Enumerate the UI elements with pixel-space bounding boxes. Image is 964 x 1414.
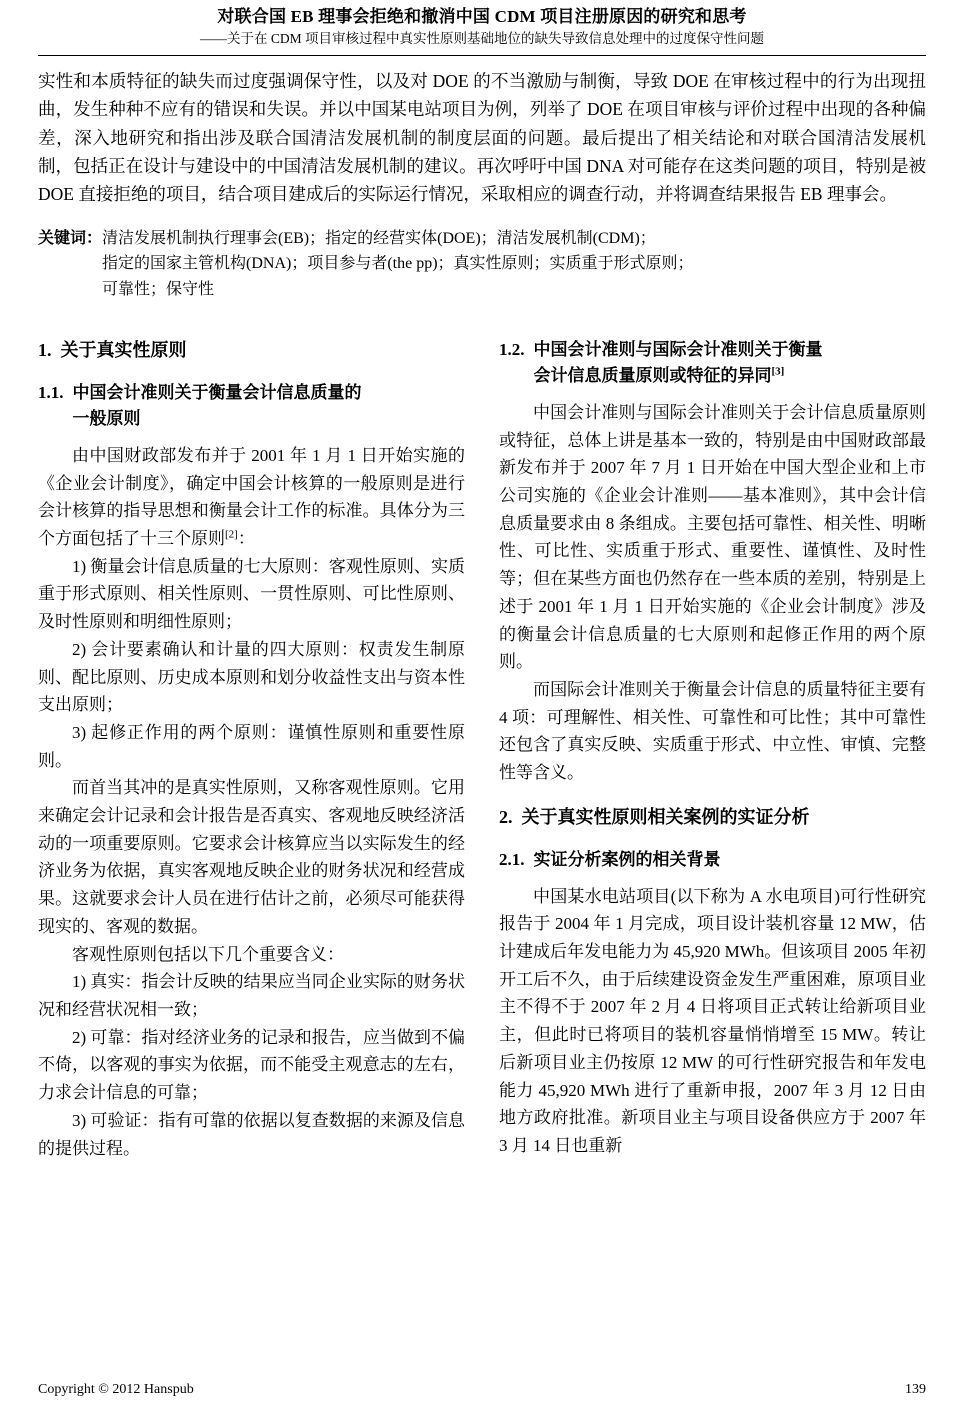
keywords-body <box>102 226 926 304</box>
paragraph-tail: ： <box>237 529 255 549</box>
paragraph: 1) 衡量会计信息质量的七大原则：客观性原则、实质重于形式原则、相关性原则、一贯性原则、可比性原则、及时性原则和明细性原则； <box>38 556 465 632</box>
subsection-title-line2: 一般原则 <box>72 409 141 429</box>
paragraph: 而首当其冲的是真实性原则，又称客观性原则。它用来确定会计记录和会计报告是否真实、客观地反映经济活动的一项重要原则。它要求会计核算应当以实际发生的经济业务为依据，真实客观地反映企业的财务状况和经营成果。这就要求会计人员在进行估计之前，必须尽可能获得现实的、客观的数据。 <box>38 778 465 936</box>
page-title: 对联合国 EB 理事会拒绝和撤消中国 CDM 项目注册原因的研究和思考 <box>217 7 747 26</box>
page-subtitle: ——关于在 CDM 项目审核过程中真实性原则基础地位的缺失导致信息处理中的过度保守性问题 <box>199 30 764 46</box>
copyright-text: Copyright © 2012 Hanspub <box>38 1382 194 1397</box>
keywords-line: 指定的国家主管机构(DNA)；项目参与者(the pp)；真实性原则；实质重于形式原则； <box>102 255 694 273</box>
paragraph: 而国际会计准则关于衡量会计信息的质量特征主要有 4 项：可理解性、相关性、可靠性和可比性；其中可靠性还包含了真实反映、实质重于形式、中立性、审慎、完整性等含义。 <box>499 679 926 783</box>
two-column-body <box>38 337 926 1162</box>
paragraph: 2) 会计要素确认和计量的四大原则：权责发生制原则、配比原则、历史成本原则和划分收益性支出与资本性支出原则； <box>38 639 465 715</box>
right-column <box>499 337 926 1162</box>
page-number: 139 <box>905 1382 926 1397</box>
section-title: 关于真实性原则相关案例的实证分析 <box>521 806 810 827</box>
left-column <box>38 337 465 1162</box>
section-title: 关于真实性原则 <box>60 340 187 361</box>
section-heading-2 <box>499 804 926 831</box>
abstract-section <box>38 67 926 209</box>
subsection-title-line1: 中国会计准则关于衡量会计信息质量的 <box>72 383 362 403</box>
paragraph: 中国会计准则与国际会计准则关于会计信息质量原则或特征，总体上讲是基本一致的，特别是由中国财政部最新发布并于 2007 年 7 月 1 日开始在中国大型企业和上市公司实施的《企业会计准则——基本准则》，其中会计信息质量要求由 8 条组成。主要包括可靠性、相关性、明晰性、可比性、实质重于形式、重要性、谨慎性、及时性等；但在某些方面也仍然存在一些本质的差别，特别是上述于 2001 年 1 月 1 日开始实施的《企业会计制度》涉及的衡量会计信息质量的七大原则和起修正作用的两个原则。 <box>499 402 926 672</box>
subsection-title-line2: 会计信息质量原则或特征的异同 <box>533 366 772 386</box>
subsection-heading-1-1 <box>38 380 465 432</box>
keywords-line: 清洁发展机制执行理事会(EB)；指定的经营实体(DOE)；清洁发展机制(CDM)； <box>102 229 656 247</box>
paragraph: 1) 真实：指会计反映的结果应当同企业实际的财务状况和经营状况相一致； <box>38 972 465 1019</box>
subsection-title <box>73 380 466 432</box>
section-number: 2. <box>499 806 513 827</box>
paragraph-text: 由中国财政部发布并于 2001 年 1 月 1 日开始实施的《企业会计制度》，确定中国会计核算的一般原则是进行会计核算的指导思想和衡量会计工作的标准。具体分为三个方面包括了十三个原则 <box>38 445 465 549</box>
section-heading-1 <box>38 337 465 364</box>
keywords-line: 可靠性；保守性 <box>102 281 215 299</box>
paragraph: 2) 可靠：指对经济业务的记录和报告，应当做到不偏不倚，以客观的事实为依据，而不能受主观意志的左右，力求会计信息的可靠； <box>38 1027 465 1103</box>
subsection-heading-1-2 <box>499 337 926 389</box>
subsection-title: 实证分析案例的相关背景 <box>533 849 721 869</box>
paragraph: 3) 可验证：指有可靠的依据以复查数据的来源及信息的提供过程。 <box>38 1110 465 1158</box>
page-header <box>38 0 926 49</box>
paragraph: 3) 起修正作用的两个原则：谨慎性原则和重要性原则。 <box>38 722 465 770</box>
section-number: 1. <box>38 340 52 361</box>
paragraph: 中国某水电站项目(以下称为 A 水电项目)可行性研究报告于 2004 年 1 月完成，项目设计装机容量 12 MW，估计建成后年发电能力为 45,920 MWh。但该项目 2005 年初开工后不久，由于后续建设资金发生严重困难，原项目业主不得不于 2007 年 2 月 4 日将项目正式转让给新项目业主，但此时已将项目的装机容量悄悄增至 15 MW。转让后新项目业主仍按原 12 MW 的可行性研究报告和年发电能力 45,920 MWh 进行了重新申报，2007 年 3 月 12 日由地方政府批准。新项目业主与项目设备供应方于 2007 年 3 月 14 日也重新 <box>499 886 926 1155</box>
subsection-number: 1.1. <box>38 383 64 403</box>
paragraph <box>38 442 465 553</box>
keywords-label: 关键词： <box>38 229 103 247</box>
subsection-title <box>534 337 927 389</box>
subsection-number: 2.1. <box>499 849 525 869</box>
footnote-marker: [2] <box>225 528 238 541</box>
page-footer <box>38 1382 926 1398</box>
subsection-heading-2-1 <box>499 847 926 873</box>
subsection-number: 1.2. <box>499 340 525 360</box>
paragraph: 客观性原则包括以下几个重要含义： <box>72 944 344 964</box>
footnote-marker: [3] <box>771 365 785 378</box>
abstract-text: 实性和本质特征的缺失而过度强调保守性，以及对 DOE 的不当激励与制衡，导致 DOE 在审核过程中的行为出现扭曲，发生种种不应有的错误和失误。并以中国某电站项目为例，列举了 DOE 在项目审核与评价过程中出现的各种偏差，深入地研究和指出涉及联合国清洁发展机制的制度层面的问题。最后提出了相关结论和对联合国清洁发展机制，包括正在设计与建设中的中国清洁发展机制的建议。再次呼吁中国 DNA 对可能存在这类问题的项目，特别是被 DOE 直接拒绝的项目，结合项目建成后的实际运行情况，采取相应的调查行动，并将调查结果报告 EB 理事会。 <box>38 70 926 205</box>
keywords-section <box>38 226 926 304</box>
header-divider <box>38 55 926 56</box>
subsection-title-line1: 中国会计准则与国际会计准则关于衡量 <box>533 340 823 360</box>
